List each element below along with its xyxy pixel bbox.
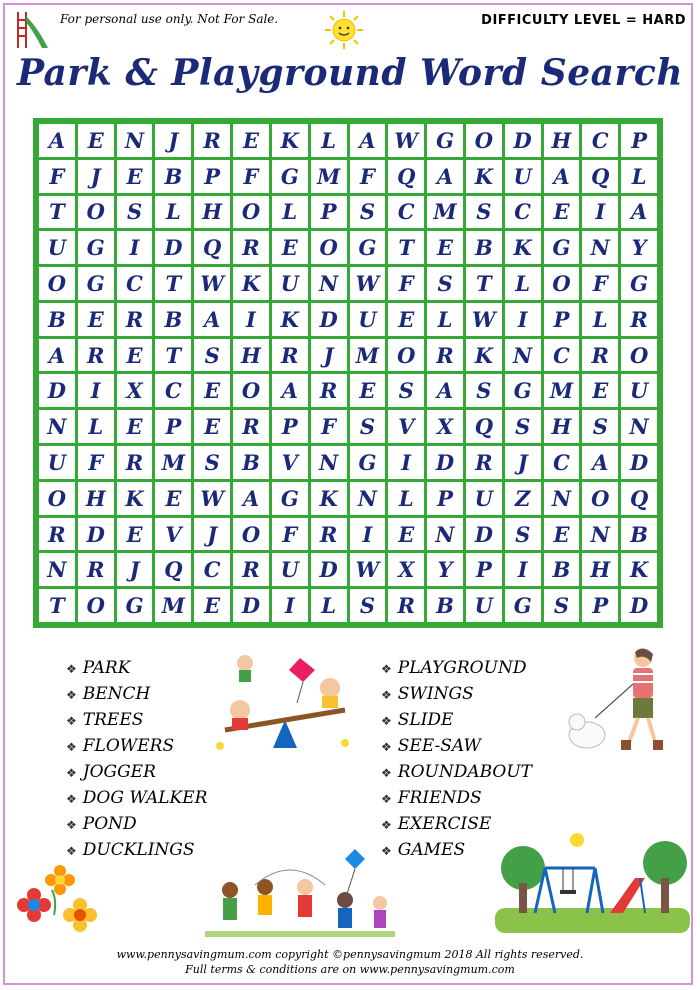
- grid-cell[interactable]: A: [194, 303, 230, 336]
- word-list-item: [381, 655, 532, 681]
- grid-cell[interactable]: O: [233, 196, 269, 229]
- word-list-item: [66, 733, 207, 759]
- diamond-bullet-icon: ❖: [66, 818, 77, 832]
- grid-cell[interactable]: A: [427, 374, 463, 407]
- grid-cell[interactable]: J: [78, 160, 114, 193]
- grid-cell[interactable]: L: [311, 589, 347, 622]
- grid-cell[interactable]: M: [427, 196, 463, 229]
- grid-cell[interactable]: G: [544, 231, 580, 264]
- sun-icon: [322, 10, 366, 50]
- grid-cell[interactable]: E: [388, 518, 424, 551]
- grid-cell[interactable]: B: [544, 553, 580, 586]
- grid-cell[interactable]: E: [117, 160, 153, 193]
- grid-cell[interactable]: O: [233, 518, 269, 551]
- grid-cell[interactable]: T: [155, 339, 191, 372]
- grid-cell[interactable]: I: [582, 196, 618, 229]
- grid-cell[interactable]: B: [39, 303, 75, 336]
- grid-cell[interactable]: N: [582, 518, 618, 551]
- grid-cell[interactable]: Q: [621, 482, 657, 515]
- grid-cell[interactable]: N: [117, 124, 153, 157]
- grid-cell[interactable]: R: [117, 303, 153, 336]
- grid-cell[interactable]: N: [350, 482, 386, 515]
- grid-cell[interactable]: U: [466, 482, 502, 515]
- grid-cell[interactable]: N: [311, 446, 347, 479]
- grid-cell[interactable]: D: [233, 589, 269, 622]
- grid-cell[interactable]: C: [117, 267, 153, 300]
- grid-cell[interactable]: R: [582, 339, 618, 372]
- word-label: EXERCISE: [397, 814, 492, 834]
- grid-cell[interactable]: E: [117, 518, 153, 551]
- grid-cell[interactable]: R: [117, 446, 153, 479]
- grid-cell[interactable]: K: [311, 482, 347, 515]
- diamond-bullet-icon: ❖: [66, 714, 77, 728]
- grid-cell[interactable]: E: [233, 124, 269, 157]
- grid-cell[interactable]: G: [505, 374, 541, 407]
- diamond-bullet-icon: ❖: [66, 844, 77, 858]
- grid-cell[interactable]: D: [155, 231, 191, 264]
- grid-cell[interactable]: H: [544, 410, 580, 443]
- grid-cell[interactable]: M: [350, 339, 386, 372]
- grid-cell[interactable]: I: [78, 374, 114, 407]
- word-label: TREES: [82, 710, 144, 730]
- grid-cell[interactable]: B: [155, 303, 191, 336]
- grid-cell[interactable]: T: [388, 231, 424, 264]
- slide-icon: [10, 8, 52, 52]
- grid-cell[interactable]: E: [427, 231, 463, 264]
- grid-cell[interactable]: S: [505, 518, 541, 551]
- grid-cell[interactable]: B: [427, 589, 463, 622]
- grid-cell[interactable]: H: [233, 339, 269, 372]
- grid-cell[interactable]: G: [505, 589, 541, 622]
- grid-cell[interactable]: D: [39, 374, 75, 407]
- word-list-item: [66, 655, 207, 681]
- grid-cell[interactable]: L: [78, 410, 114, 443]
- grid-cell[interactable]: M: [155, 589, 191, 622]
- grid-cell[interactable]: N: [39, 553, 75, 586]
- grid-cell[interactable]: G: [621, 267, 657, 300]
- grid-cell[interactable]: E: [117, 410, 153, 443]
- grid-cell[interactable]: K: [621, 553, 657, 586]
- grid-cell[interactable]: U: [505, 160, 541, 193]
- grid-cell[interactable]: J: [194, 518, 230, 551]
- grid-cell[interactable]: N: [39, 410, 75, 443]
- grid-cell[interactable]: L: [582, 303, 618, 336]
- grid-cell[interactable]: D: [311, 553, 347, 586]
- grid-cell[interactable]: F: [78, 446, 114, 479]
- grid-cell[interactable]: G: [78, 231, 114, 264]
- grid-cell[interactable]: G: [427, 124, 463, 157]
- grid-cell[interactable]: W: [194, 482, 230, 515]
- word-list-left: [66, 655, 207, 863]
- diamond-bullet-icon: ❖: [381, 792, 392, 806]
- grid-cell[interactable]: R: [194, 124, 230, 157]
- grid-cell[interactable]: J: [505, 446, 541, 479]
- grid-cell[interactable]: H: [194, 196, 230, 229]
- word-label: SWINGS: [397, 684, 474, 704]
- grid-cell[interactable]: E: [155, 482, 191, 515]
- grid-cell[interactable]: O: [311, 231, 347, 264]
- grid-cell[interactable]: U: [39, 231, 75, 264]
- grid-cell[interactable]: M: [311, 160, 347, 193]
- grid-cell[interactable]: S: [350, 410, 386, 443]
- grid-cell[interactable]: A: [621, 196, 657, 229]
- grid-cell[interactable]: T: [155, 267, 191, 300]
- grid-cell[interactable]: L: [505, 267, 541, 300]
- word-label: DOG WALKER: [82, 788, 208, 808]
- grid-cell[interactable]: L: [427, 303, 463, 336]
- word-label: DUCKLINGS: [82, 840, 195, 860]
- grid-cell[interactable]: I: [117, 231, 153, 264]
- word-list-item: [381, 681, 532, 707]
- grid-cell[interactable]: D: [427, 446, 463, 479]
- grid-cell[interactable]: E: [78, 124, 114, 157]
- grid-cell[interactable]: C: [544, 339, 580, 372]
- grid-cell[interactable]: N: [582, 231, 618, 264]
- grid-cell[interactable]: U: [621, 374, 657, 407]
- diamond-bullet-icon: ❖: [381, 688, 392, 702]
- grid-cell[interactable]: U: [272, 553, 308, 586]
- grid-cell[interactable]: I: [388, 446, 424, 479]
- grid-cell[interactable]: D: [621, 589, 657, 622]
- grid-cell[interactable]: S: [544, 589, 580, 622]
- grid-cell[interactable]: G: [78, 267, 114, 300]
- grid-cell[interactable]: X: [388, 553, 424, 586]
- grid-cell[interactable]: S: [194, 446, 230, 479]
- grid-cell[interactable]: F: [311, 410, 347, 443]
- seesaw-kids-illustration: [205, 648, 355, 758]
- grid-cell[interactable]: N: [427, 518, 463, 551]
- grid-cell[interactable]: O: [78, 196, 114, 229]
- word-list-item: [66, 759, 207, 785]
- grid-cell[interactable]: I: [350, 518, 386, 551]
- diamond-bullet-icon: ❖: [381, 740, 392, 754]
- grid-cell[interactable]: W: [350, 267, 386, 300]
- grid-cell[interactable]: G: [272, 160, 308, 193]
- grid-cell[interactable]: D: [505, 124, 541, 157]
- grid-cell[interactable]: O: [466, 124, 502, 157]
- grid-cell[interactable]: P: [311, 196, 347, 229]
- grid-cell[interactable]: O: [582, 482, 618, 515]
- word-list-item: [66, 811, 207, 837]
- grid-cell[interactable]: N: [621, 410, 657, 443]
- grid-cell[interactable]: X: [427, 410, 463, 443]
- grid-cell[interactable]: R: [427, 339, 463, 372]
- grid-cell[interactable]: R: [233, 231, 269, 264]
- grid-cell[interactable]: S: [194, 339, 230, 372]
- footer-copyright: www.pennysavingmum.com copyright ©pennysavingmum 2018 All rights reserved.: [116, 948, 584, 961]
- word-search-grid: [33, 118, 663, 628]
- grid-cell[interactable]: S: [582, 410, 618, 443]
- grid-cell[interactable]: I: [505, 303, 541, 336]
- grid-cell[interactable]: R: [621, 303, 657, 336]
- swing-set-illustration: [495, 828, 690, 938]
- dog-walker-illustration: [565, 640, 685, 760]
- grid-cell[interactable]: V: [272, 446, 308, 479]
- grid-cell[interactable]: M: [544, 374, 580, 407]
- grid-cell[interactable]: K: [272, 303, 308, 336]
- grid-cell[interactable]: A: [427, 160, 463, 193]
- word-list-item: [66, 707, 207, 733]
- grid-cell[interactable]: P: [155, 410, 191, 443]
- grid-cell[interactable]: V: [388, 410, 424, 443]
- page-title: Park & Playground Word Search: [16, 52, 684, 94]
- word-label: GAMES: [397, 840, 466, 860]
- grid-cell[interactable]: F: [39, 160, 75, 193]
- grid-cell[interactable]: N: [544, 482, 580, 515]
- grid-cell[interactable]: P: [466, 553, 502, 586]
- kids-playing-illustration: [205, 845, 395, 940]
- grid-cell[interactable]: R: [311, 518, 347, 551]
- grid-cell[interactable]: H: [544, 124, 580, 157]
- grid-cell[interactable]: N: [311, 267, 347, 300]
- grid-cell[interactable]: L: [155, 196, 191, 229]
- grid-cell[interactable]: A: [233, 482, 269, 515]
- grid-cell[interactable]: S: [505, 410, 541, 443]
- word-label: PLAYGROUND: [397, 658, 527, 678]
- grid-cell[interactable]: K: [505, 231, 541, 264]
- word-label: ROUNDABOUT: [397, 762, 533, 782]
- word-label: FRIENDS: [397, 788, 482, 808]
- grid-cell[interactable]: F: [388, 267, 424, 300]
- grid-cell[interactable]: H: [582, 553, 618, 586]
- grid-cell[interactable]: R: [78, 339, 114, 372]
- grid-cell[interactable]: C: [582, 124, 618, 157]
- grid-cell[interactable]: Y: [621, 231, 657, 264]
- diamond-bullet-icon: ❖: [66, 766, 77, 780]
- grid-cell[interactable]: S: [350, 589, 386, 622]
- grid-cell[interactable]: M: [155, 446, 191, 479]
- grid-cell[interactable]: H: [78, 482, 114, 515]
- grid-cell[interactable]: B: [233, 446, 269, 479]
- flowers-illustration: [12, 860, 107, 940]
- grid-cell[interactable]: S: [466, 374, 502, 407]
- grid-cell[interactable]: E: [78, 303, 114, 336]
- grid-cell[interactable]: S: [427, 267, 463, 300]
- grid-cell[interactable]: R: [272, 339, 308, 372]
- word-label: PARK: [82, 658, 131, 678]
- grid-cell[interactable]: S: [388, 374, 424, 407]
- grid-cell[interactable]: R: [311, 374, 347, 407]
- diamond-bullet-icon: ❖: [66, 792, 77, 806]
- grid-cell[interactable]: K: [233, 267, 269, 300]
- grid-cell[interactable]: J: [311, 339, 347, 372]
- diamond-bullet-icon: ❖: [66, 688, 77, 702]
- footer-terms: Full terms & conditions are on www.pennysavingmum.com: [185, 963, 515, 976]
- grid-cell[interactable]: P: [621, 124, 657, 157]
- grid-cell[interactable]: I: [272, 589, 308, 622]
- grid-cell[interactable]: E: [544, 518, 580, 551]
- grid-cell[interactable]: G: [350, 231, 386, 264]
- grid-cell[interactable]: O: [78, 589, 114, 622]
- grid-cell[interactable]: O: [39, 267, 75, 300]
- word-list-item: [381, 759, 532, 785]
- grid-cell[interactable]: D: [466, 518, 502, 551]
- grid-cell[interactable]: A: [39, 339, 75, 372]
- grid-cell[interactable]: Q: [388, 160, 424, 193]
- grid-cell[interactable]: L: [621, 160, 657, 193]
- grid-cell[interactable]: P: [544, 303, 580, 336]
- grid-cell[interactable]: K: [117, 482, 153, 515]
- grid-cell[interactable]: T: [39, 589, 75, 622]
- grid-cell[interactable]: O: [39, 482, 75, 515]
- grid-cell[interactable]: R: [388, 589, 424, 622]
- grid-cell[interactable]: W: [388, 124, 424, 157]
- grid-cell[interactable]: S: [350, 196, 386, 229]
- grid-cell[interactable]: A: [39, 124, 75, 157]
- grid-cell[interactable]: O: [388, 339, 424, 372]
- grid-cell[interactable]: L: [272, 196, 308, 229]
- grid-cell[interactable]: Q: [155, 553, 191, 586]
- grid-cell[interactable]: F: [582, 267, 618, 300]
- grid-cell[interactable]: U: [39, 446, 75, 479]
- grid-cell[interactable]: G: [272, 482, 308, 515]
- grid-cell[interactable]: W: [350, 553, 386, 586]
- disclaimer-text: For personal use only. Not For Sale.: [60, 12, 279, 26]
- grid-cell[interactable]: J: [117, 553, 153, 586]
- grid-cell[interactable]: A: [544, 160, 580, 193]
- grid-cell[interactable]: F: [233, 160, 269, 193]
- diamond-bullet-icon: ❖: [381, 766, 392, 780]
- word-label: FLOWERS: [82, 736, 175, 756]
- grid-cell[interactable]: T: [466, 267, 502, 300]
- grid-cell[interactable]: U: [350, 303, 386, 336]
- grid-cell[interactable]: E: [582, 374, 618, 407]
- grid-cell[interactable]: B: [155, 160, 191, 193]
- grid-cell[interactable]: G: [117, 589, 153, 622]
- grid-cell[interactable]: F: [272, 518, 308, 551]
- grid-cell[interactable]: E: [544, 196, 580, 229]
- grid-cell[interactable]: A: [582, 446, 618, 479]
- grid-cell[interactable]: Y: [427, 553, 463, 586]
- grid-cell[interactable]: D: [311, 303, 347, 336]
- grid-cell[interactable]: W: [194, 267, 230, 300]
- grid-cell[interactable]: E: [117, 339, 153, 372]
- grid-cell[interactable]: U: [272, 267, 308, 300]
- grid-cell[interactable]: S: [466, 196, 502, 229]
- grid-cell[interactable]: D: [78, 518, 114, 551]
- word-label: SEE-SAW: [397, 736, 481, 756]
- grid-cell[interactable]: P: [427, 482, 463, 515]
- grid-cell[interactable]: A: [272, 374, 308, 407]
- grid-cell[interactable]: E: [350, 374, 386, 407]
- grid-cell[interactable]: E: [194, 410, 230, 443]
- grid-cell[interactable]: L: [388, 482, 424, 515]
- grid-cell[interactable]: O: [233, 374, 269, 407]
- word-list-item: [66, 785, 207, 811]
- diamond-bullet-icon: ❖: [381, 662, 392, 676]
- grid-cell[interactable]: R: [39, 518, 75, 551]
- grid-cell[interactable]: D: [621, 446, 657, 479]
- grid-cell[interactable]: X: [117, 374, 153, 407]
- grid-cell[interactable]: Q: [582, 160, 618, 193]
- grid-cell[interactable]: L: [311, 124, 347, 157]
- grid-cell[interactable]: P: [272, 410, 308, 443]
- grid-cell[interactable]: I: [505, 553, 541, 586]
- diamond-bullet-icon: ❖: [381, 714, 392, 728]
- word-list-item: [381, 707, 532, 733]
- grid-cell[interactable]: R: [233, 410, 269, 443]
- word-list-item: [381, 733, 532, 759]
- grid-cell[interactable]: Z: [505, 482, 541, 515]
- grid-cell[interactable]: C: [155, 374, 191, 407]
- grid-cell[interactable]: F: [350, 160, 386, 193]
- grid-cell[interactable]: J: [155, 124, 191, 157]
- grid-cell[interactable]: C: [194, 553, 230, 586]
- grid-cell[interactable]: E: [194, 589, 230, 622]
- grid-cell[interactable]: C: [505, 196, 541, 229]
- grid-cell[interactable]: E: [388, 303, 424, 336]
- grid-cell[interactable]: K: [272, 124, 308, 157]
- diamond-bullet-icon: ❖: [66, 740, 77, 754]
- grid-cell[interactable]: N: [505, 339, 541, 372]
- grid-cell[interactable]: R: [78, 553, 114, 586]
- grid-cell[interactable]: O: [544, 267, 580, 300]
- grid-cell[interactable]: C: [544, 446, 580, 479]
- word-list-item: [381, 785, 532, 811]
- grid-cell[interactable]: V: [155, 518, 191, 551]
- grid-cell[interactable]: K: [466, 339, 502, 372]
- grid-cell[interactable]: E: [272, 231, 308, 264]
- word-label: BENCH: [82, 684, 151, 704]
- word-label: POND: [82, 814, 137, 834]
- grid-cell[interactable]: B: [466, 231, 502, 264]
- grid-cell[interactable]: G: [350, 446, 386, 479]
- grid-cell[interactable]: Q: [466, 410, 502, 443]
- word-label: SLIDE: [397, 710, 454, 730]
- grid-cell[interactable]: O: [621, 339, 657, 372]
- grid-cell[interactable]: P: [194, 160, 230, 193]
- grid-cell[interactable]: S: [117, 196, 153, 229]
- grid-cell[interactable]: U: [466, 589, 502, 622]
- diamond-bullet-icon: ❖: [381, 818, 392, 832]
- grid-cell[interactable]: B: [621, 518, 657, 551]
- difficulty-label: DIFFICULTY LEVEL = HARD: [481, 13, 686, 28]
- grid-cell[interactable]: R: [466, 446, 502, 479]
- diamond-bullet-icon: ❖: [66, 662, 77, 676]
- grid-cell[interactable]: W: [466, 303, 502, 336]
- word-list-item: [66, 681, 207, 707]
- grid-cell[interactable]: I: [233, 303, 269, 336]
- grid-cell[interactable]: Q: [194, 231, 230, 264]
- diamond-bullet-icon: ❖: [381, 844, 392, 858]
- grid-cell[interactable]: E: [194, 374, 230, 407]
- word-label: JOGGER: [82, 762, 156, 782]
- grid-cell[interactable]: P: [582, 589, 618, 622]
- grid-cell[interactable]: R: [233, 553, 269, 586]
- grid-cell[interactable]: C: [388, 196, 424, 229]
- grid-cell[interactable]: K: [466, 160, 502, 193]
- grid-cell[interactable]: A: [350, 124, 386, 157]
- grid-cell[interactable]: T: [39, 196, 75, 229]
